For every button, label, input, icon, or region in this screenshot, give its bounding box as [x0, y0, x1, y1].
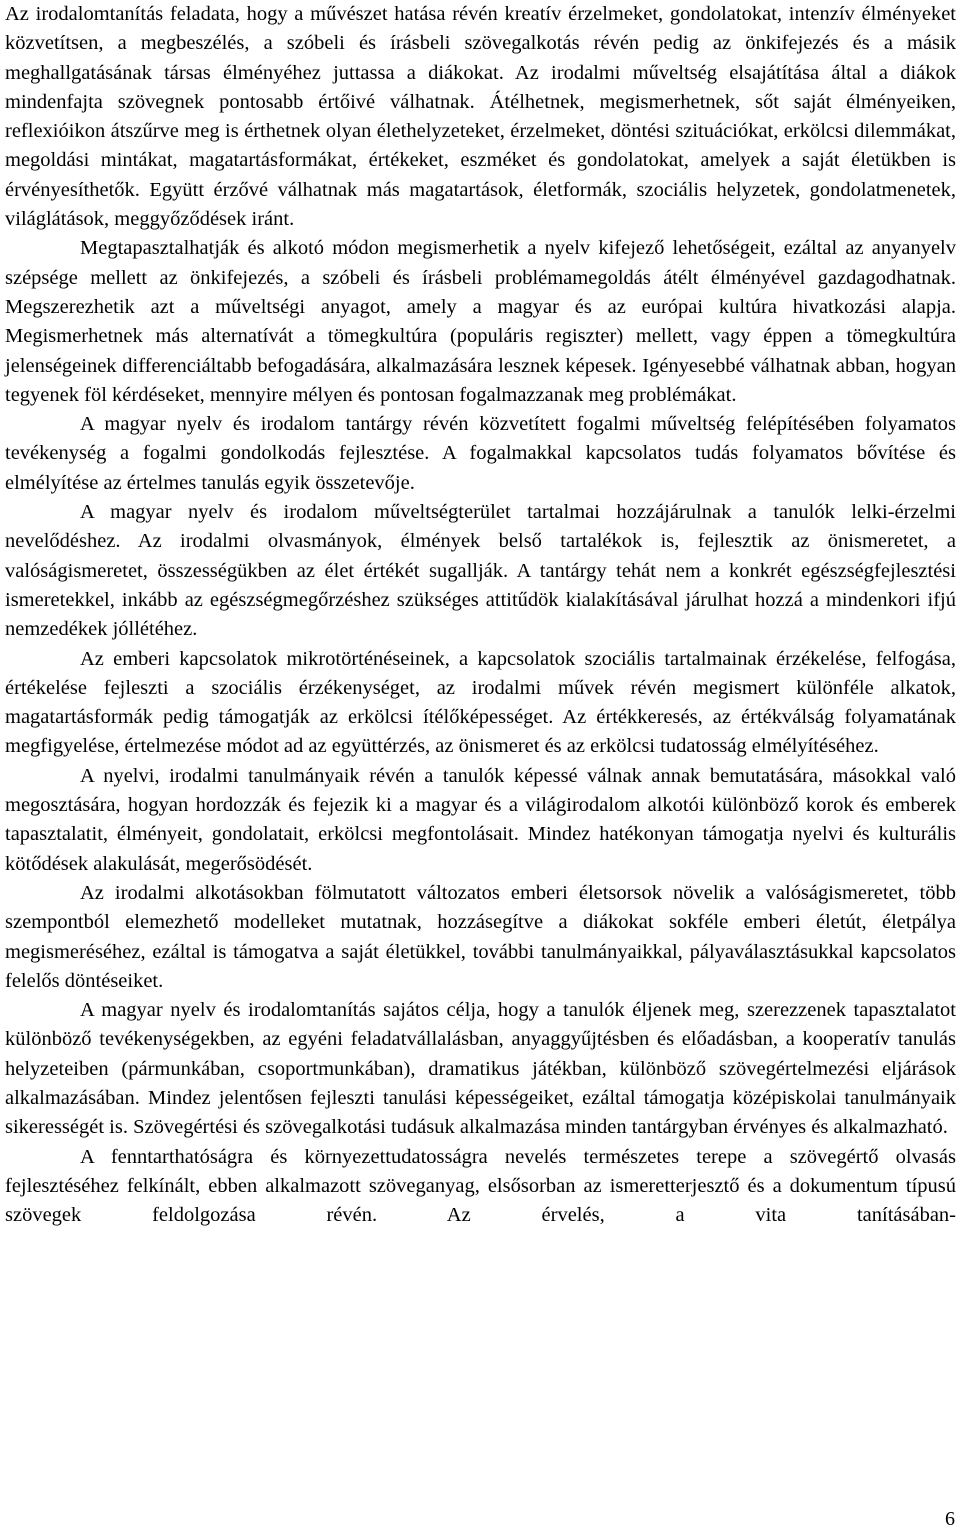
paragraph-5: Az emberi kapcsolatok mikrotörténéseinek, a kapcsolatok szociális tartalmainak érzékelése, felfogása, értékelése fejleszti a szociális érzékenységet, az irodalmi művek révén megismert különféle alkatok, magatartásformák pedig támogatják az erkölcsi ítélőképességet. Az értékkeresés, az értékválság folyamatának megfigyelése, értelmezése módot ad az együttérzés, az önismeret és az erkölcsi tudatosság elmélyítéséhez. — [5, 647, 956, 758]
paragraph-6: A nyelvi, irodalmi tanulmányaik révén a tanulók képessé válnak annak bemutatására, másokkal való megosztására, hogyan hordozzák és fejezik ki a magyar és a világirodalom alkotói különböző korok és emberek tapasztalatit, élményeit, gondolatait, erkölcsi megfontolásait. Mindez hatékonyan támogatja nyelvi és kulturális kötődések alakulását, megerősödését. — [5, 764, 956, 875]
paragraph-9: A fenntarthatóságra és környezettudatosságra nevelés természetes terepe a szövegértő olvasás fejlesztéséhez felkínált, ebben alkalmazott szöveganyag, elsősorban az ismeretterjesztő és a dokumentum típusú szövegek feldolgozása révén. Az érvelés, a vita tanításában- — [5, 1145, 956, 1227]
paragraph-2: Megtapasztalhatják és alkotó módon megismerhetik a nyelv kifejező lehetőségeit, ezáltal az anyanyelv szépsége mellett az önkifejezés, a szóbeli és írásbeli problémamegoldás átélt élményével gazdagodhatnak. Megszerezhetik azt a műveltségi anyagot, amely a magyar és az európai kultúra hivatkozási alapja. Megismerhetnek más alternatívát a tömegkultúra (populáris regiszter) mellett, vagy éppen a tömegkultúra jelenségeinek differenciáltabb befogadására, alkalmazására lesznek képesek. Igényesebbé válhatnak abban, hogyan tegyenek föl kérdéseket, mennyire mélyen és pontosan fogalmazzanak meg problémákat. — [5, 237, 956, 406]
paragraph-3: A magyar nyelv és irodalom tantárgy révén közvetített fogalmi műveltség felépítésében folyamatos tevékenység a fogalmi gondolkodás fejlesztése. A fogalmakkal kapcsolatos tudás folyamatos bővítése és elmélyítése az értelmes tanulás egyik összetevője. — [5, 413, 956, 494]
document-page — [5, 0, 956, 1230]
paragraph-8: A magyar nyelv és irodalomtanítás sajátos célja, hogy a tanulók éljenek meg, szerezzenek tapasztalatot különböző tevékenységekben, az egyéni feladatvállalásban, anyaggyűjtésben és előadásban, a kooperatív tanulás helyzeteiben (pármunkában, csoportmunkában), dramatikus játékban, különböző szövegértelmezési eljárások alkalmazásában. Mindez jelentősen fejleszti tanulási képességeiket, ezáltal támogatja középiskolai tanulmányaik sikerességét is. Szövegértési és szövegalkotási tudásuk alkalmazása minden tantárgyban érvényes és alkalmazható. — [5, 999, 956, 1139]
page-number: 6 — [945, 1508, 955, 1530]
paragraph-7: Az irodalmi alkotásokban fölmutatott változatos emberi életsorsok növelik a valóságismeretet, több szempontból elemezhető modelleket mutatnak, hozzásegítve a diákokat sokféle emberi életút, életpálya megismeréséhez, ezáltal is támogatva a saját életükkel, további tanulmányaikkal, pályaválasztásukkal kapcsolatos felelős döntéseiket. — [5, 881, 956, 992]
paragraph-1: Az irodalomtanítás feladata, hogy a művészet hatása révén kreatív érzelmeket, gondolatokat, intenzív élményeket közvetítsen, a megbeszélés, a szóbeli és írásbeli szövegalkotás révén pedig az önkifejezés és a másik meghallgatásának társas élményéhez juttassa a diákokat. Az irodalmi műveltség elsajátítása által a diákok mindenfajta szövegnek pontosabb értőivé válhatnak. Átélhetnek, megismerhetnek, sőt saját élményeiken, reflexióikon átszűrve meg is érthetnek olyan élethelyzeteket, érzelmeket, döntési szituációkat, erkölcsi dilemmákat, megoldási mintákat, magatartásformákat, értékeket, eszméket és gondolatokat, amelyek a saját életükben is érvényesíthetők. Együtt érzővé válhatnak más magatartások, életformák, szociális helyzetek, gondolatmenetek, világlátások, meggyőződések iránt. — [5, 3, 956, 231]
paragraph-4: A magyar nyelv és irodalom műveltségterület tartalmai hozzájárulnak a tanulók lelki-érzelmi nevelődéshez. Az irodalmi olvasmányok, élmények belső tartalékok is, fejlesztik az önismeretet, a valóságismeretet, összességükben az élet értékét sugallják. A tantárgy tehát nem a konkrét egészségfejlesztési ismeretekkel, inkább az egészségmegőrzéshez szükséges attitűdök kialakításával járulhat hozzá a mindenkori ifjú nemzedékek jóllétéhez. — [5, 501, 956, 641]
